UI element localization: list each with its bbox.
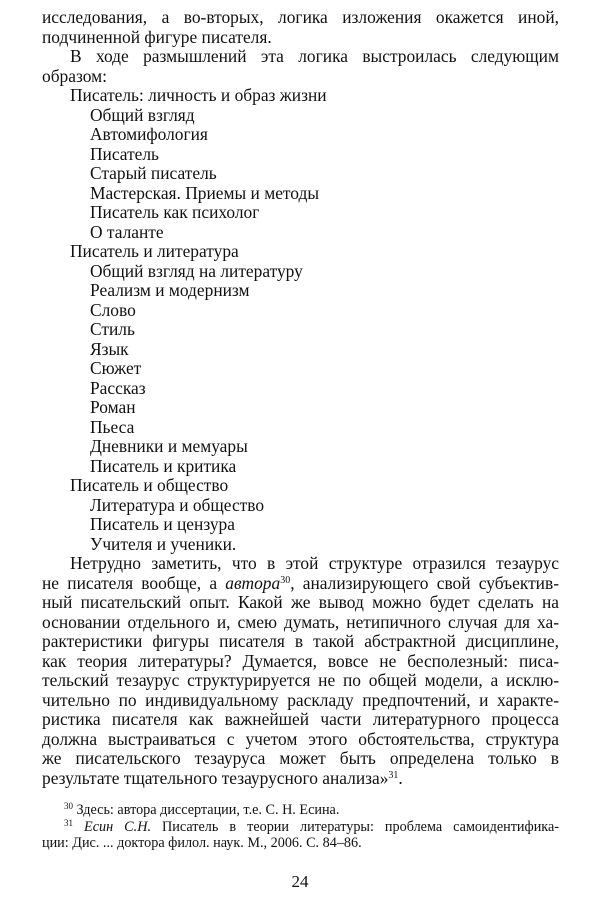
outline-item: Писатель [90,143,159,164]
outline-item: Учителя и ученики. [90,533,237,554]
outline-section [42,242,559,476]
footnote-text-continued: ции: Дис. ... доктора филол. наук. М., 2006. С. 84–86. [42,835,362,851]
outline-item: Язык [90,338,129,359]
outline-section [42,476,559,554]
outline-section-title: Писатель и литература [70,241,239,261]
outline-item: Писатель и цензура [90,514,235,534]
paragraph-line: ный писательский опыт. Какой же вывод можно будет сделать на [42,592,559,612]
outline-item: Общий взгляд [90,104,195,125]
paragraph-line: тельский тезаурус структурируется не по общей модели, а исклю- [42,670,559,690]
intro-line: подчиненной фигуре писателя. [42,26,272,47]
text-run: , анализирующего свой субъектив- [290,572,559,593]
paragraph-line: основании отдельного и, смею думать, нетипичного случая для ха- [42,611,559,632]
footnote-30 [42,802,559,819]
outline-section-title: Писатель: личность и образ жизни [70,85,327,105]
intro-line: исследования, а во-вторых, логика изложения окажется иной, [42,7,559,27]
page-number: 24 [291,872,309,891]
outline-item: Пьеса [90,416,135,437]
italic-author-word: автора [225,572,281,593]
footnote-ref-30[interactable]: 30 [280,574,291,586]
text-run: результате тщательного тезаурусного анализа» [42,767,389,788]
paragraph-line: В ходе размышлений эта логика выстроилась следующим [70,46,559,66]
paragraph-line [42,574,559,594]
footnote-ref-31[interactable]: 31 [388,769,399,781]
paragraph-line [42,769,559,789]
outline-item: О таланте [90,221,164,242]
outline-item: Роман [90,397,136,417]
footnote-author: Есин С.Н. [84,818,151,835]
paragraph-line: должна выстраиваться с учетом этого обстоятельства, структура [42,728,559,749]
paragraph-line: рактеристики фигуры писателя в такой абстрактной дисциплине, [42,631,559,651]
footnotes [42,802,559,852]
text-run: . [398,767,403,788]
footnote-31 [42,819,559,836]
outline-item: Сюжет [90,358,142,378]
page-text-block [42,8,559,852]
paragraph-line: чительно по индивидуальному раскладу предпочтений, и характе- [42,689,559,710]
conclusion-paragraph [42,554,559,788]
footnote-text: Писатель в теории литературы: проблема самоидентифика- [151,818,559,835]
footnote-number: 31 [64,817,73,828]
text-run: не писателя вообще, а [42,572,226,593]
outline-item: Автомифология [90,124,208,144]
outline-item: Литература и общество [90,494,265,515]
footnote-number: 30 [64,801,73,811]
paragraph-line: Нетрудно заметить, что в этой структуре отразился тезаурус [70,553,559,573]
paragraph-line: как теория литературы? Думается, вовсе не бесполезный: писа- [42,650,559,671]
outline-item: Слово [90,299,136,320]
outline-item: Старый писатель [90,163,217,183]
outline-item: Мастерская. Приемы и методы [90,182,320,203]
paragraph-line: образом: [42,65,107,86]
footnote-text: Здесь: автора диссертации, т.е. С. Н. Есина. [76,802,340,818]
outline-item: Реализм и модернизм [90,280,250,300]
outline-section-title: Писатель и общество [70,475,229,495]
outline-item: Рассказ [90,377,146,398]
outline-section [42,86,559,242]
outline-item: Общий взгляд на литературу [90,260,303,281]
outline-item: Писатель как психолог [90,202,260,222]
outline-item: Стиль [90,319,135,339]
outline-item: Писатель и критика [90,455,237,476]
outline-item: Дневники и мемуары [90,436,248,456]
paragraph-line: ристика писателя как важнейшей части литературного процесса [42,709,559,729]
paragraph-line: же писательского тезауруса может быть определена только в [42,748,559,768]
